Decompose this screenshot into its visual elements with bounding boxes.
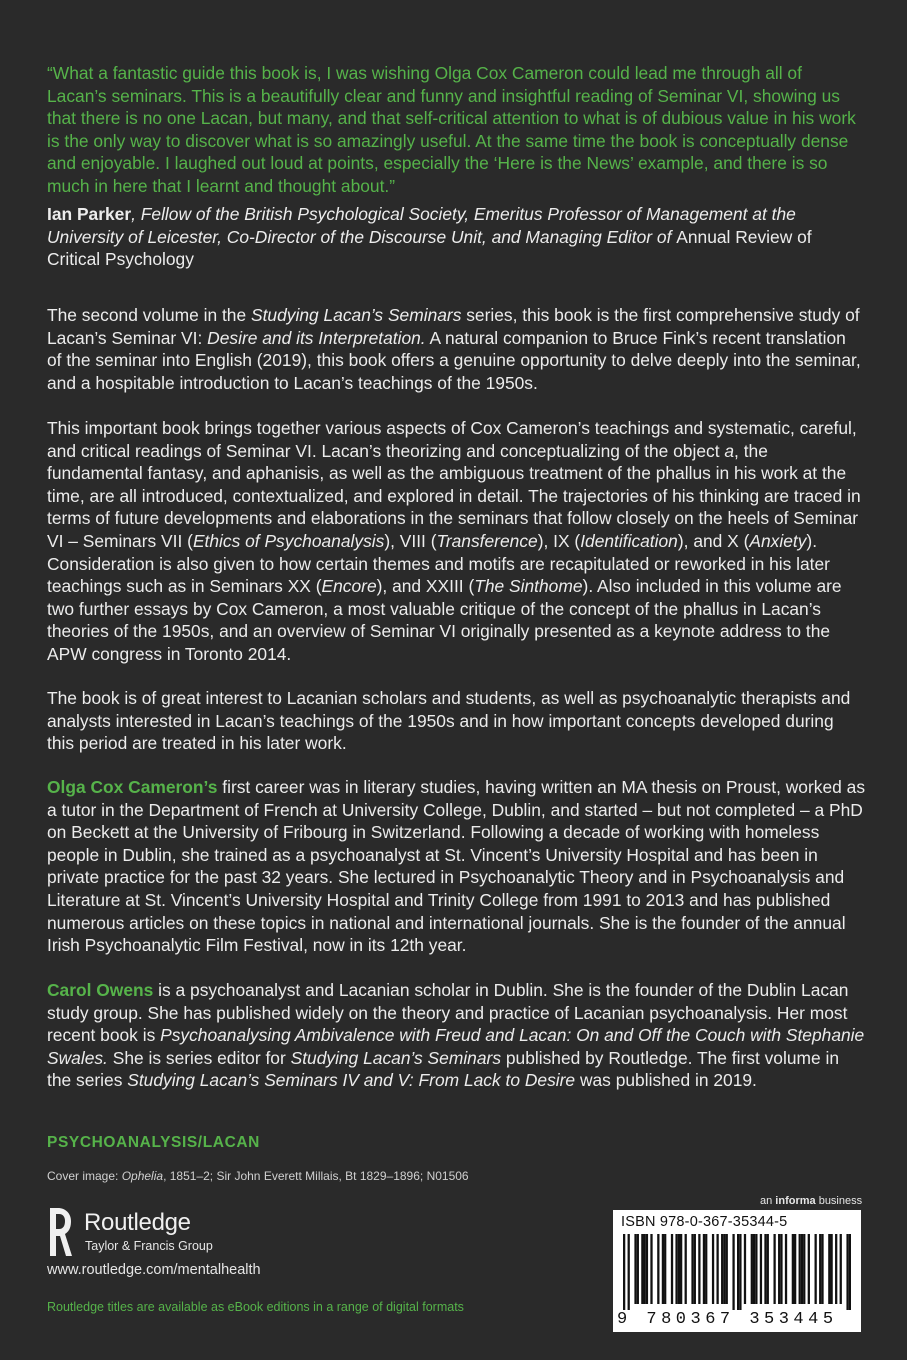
barcode-bar	[773, 1234, 775, 1304]
isbn-barcode	[613, 1210, 861, 1332]
barcode-bar	[840, 1234, 842, 1304]
description-paragraph-3: The book is of great interest to Lacanian scholars and students, as well as psychoanalytic therapists and analysts interested in Lacan’s teachings of the 1950s and in how important concepts developed during this period are treated in his later work.	[47, 688, 851, 754]
barcode-bar	[815, 1234, 817, 1304]
barcode-bar	[751, 1234, 753, 1304]
isbn-number: ISBN 978-0-367-35344-5	[621, 1214, 788, 1230]
barcode-bar	[637, 1234, 639, 1304]
barcode-bar	[739, 1234, 741, 1310]
barcode-bar	[803, 1234, 805, 1304]
barcode-bar	[694, 1234, 696, 1304]
routledge-r-icon	[47, 1206, 73, 1258]
barcode-bar	[712, 1234, 714, 1304]
publisher-website: www.routledge.com/mentalhealth	[47, 1262, 261, 1278]
barcode-bar	[821, 1234, 823, 1304]
barcode-bar	[778, 1234, 780, 1304]
barcode-bar	[799, 1234, 801, 1304]
informa-tagline: an informa business	[760, 1195, 863, 1207]
barcode-bar	[744, 1234, 746, 1304]
barcode-bar	[801, 1234, 803, 1304]
barcode-bar	[721, 1234, 723, 1304]
barcode-bar	[698, 1234, 700, 1304]
barcode-bar	[675, 1234, 677, 1304]
publisher-group: Taylor & Francis Group	[85, 1239, 213, 1253]
barcode-bar	[760, 1234, 762, 1304]
endorser-name: Ian Parker	[47, 204, 132, 224]
barcode-bar	[623, 1234, 625, 1310]
barcode-bar	[753, 1234, 755, 1304]
barcode-bar	[835, 1234, 837, 1304]
barcode-digits: 9 780367 353445	[617, 1310, 838, 1329]
barcode-bar	[737, 1234, 739, 1310]
barcode-bar	[650, 1234, 652, 1304]
barcode-bar	[723, 1234, 725, 1304]
barcode-bar	[755, 1234, 757, 1304]
barcode-bar	[716, 1234, 718, 1304]
barcode-bar	[846, 1234, 848, 1310]
barcode-bars	[623, 1234, 851, 1310]
barcode-bar	[628, 1234, 630, 1310]
publisher-name: Routledge	[84, 1209, 191, 1236]
barcode-bar	[662, 1234, 664, 1304]
ebook-note: Routledge titles are available as eBook editions in a range of digital formats	[47, 1300, 464, 1314]
cover-image-credit: Cover image: Ophelia, 1851–2; Sir John Everett Millais, Bt 1829–1896; N01506	[47, 1169, 469, 1183]
barcode-bar	[819, 1234, 821, 1304]
barcode-bar	[785, 1234, 787, 1304]
barcode-bar	[671, 1234, 673, 1304]
author-bio-carol: Carol Owens is a psychoanalyst and Lacanian scholar in Dublin. She is the founder of the Dublin Lacan study group. She has published widely on the theory and practice of Lacanian psychoanalysis. Her most recent book is Psychoanalysing Ambivalence with Freud and Lacan: On and Off the Couch with Stephanie Swales. She is series editor for Studying Lacan’s Seminars published by Routledge. The first volume in the series Studying Lacan’s Seminars IV and V: From Lack to Desire was published in 2019.	[47, 980, 865, 1091]
endorsement-quote: “What a fantastic guide this book is, I was wishing Olga Cox Cameron could lead me through all of Lacan’s seminars. This is a beautifully clear and funny and insightful reading of Seminar VI, showing us that there is no one Lacan, but many, and that self-critical attention to what is of dubious value in his work is the only way to discover what is so amazingly useful. At the same time the book is conceptually dense and enjoyable. I laughed out loud at points, especially the ‘Here is the News’ example, and there is so much in here that I learnt and thought about.”	[47, 63, 856, 196]
barcode-bar	[703, 1234, 705, 1304]
description-paragraph-1: The second volume in the Studying Lacan’s Seminars series, this book is the first comprehensive study of Lacan’s Seminar VI: Desire and its Interpretation. A natural companion to Bruce Fink’s recent translation of the seminar into English (2019), this book offers a genuine opportunity to delve deeply into the seminar, and a hospitable introduction to Lacan’s teachings of the 1950s.	[47, 305, 861, 393]
barcode-bar	[732, 1234, 734, 1310]
barcode-bar	[646, 1234, 648, 1304]
journal-title: Annual Review of Critical Psychology	[47, 226, 812, 270]
barcode-bar	[764, 1234, 766, 1304]
endorser-affiliation: , Fellow of the British Psychological Society, Emeritus Professor of Management at the University of Leicester, Co-Director of the Discourse Unit, and Managing Editor of	[47, 204, 796, 247]
barcode-bar	[657, 1234, 659, 1304]
barcode-bar	[685, 1234, 687, 1304]
barcode-bar	[828, 1234, 830, 1304]
barcode-bar	[808, 1234, 810, 1304]
barcode-bar	[678, 1234, 680, 1304]
barcode-bar	[680, 1234, 682, 1304]
barcode-bar	[792, 1234, 794, 1304]
subject-category: PSYCHOANALYSIS/LACAN	[47, 1134, 260, 1151]
author-bio-olga: Olga Cox Cameron’s first career was in literary studies, having written an MA thesis on Proust, worked as a tutor in the Department of French at University College, Dublin, and started – but not completed – a PhD on Beckett at the University of Fribourg in Switzerland. Following a decade of working with homeless people in Dublin, she trained as a psychoanalyst at St. Vincent’s University Hospital and has been in private practice for the past 32 years. She lectured in Psychoanalytic Theory and in Psychoanalysis and Literature at St. Vincent’s University Hospital and Trinity College from 1991 to 2013 and has published numerous articles on these topics in national and international journals. She is the founder of the annual Irish Psychoanalytic Film Festival, now in its 12th year.	[47, 777, 866, 956]
author-name-olga: Olga Cox Cameron’s	[47, 777, 218, 797]
barcode-bar	[634, 1234, 636, 1304]
barcode-bar	[767, 1234, 769, 1304]
barcode-bar	[849, 1234, 851, 1310]
barcode-bar	[726, 1234, 728, 1304]
barcode-bar	[641, 1234, 643, 1304]
barcode-bar	[644, 1234, 646, 1304]
endorsement-attribution	[47, 203, 865, 271]
barcode-bar	[780, 1234, 782, 1304]
description-paragraph-2: This important book brings together various aspects of Cox Cameron’s teachings and systematic, careful, and critical readings of Seminar VI. Lacan’s theorizing and conceptualizing of the object a, the fundamental fantasy, and aphanisis, as well as the ambiguous treatment of the phallus in his work at the time, are all introduced, contextualized, and explored in detail. The trajectories of his thinking are traced in terms of future developments and elaborations in the seminars that follow closely on the heels of Seminar VI – Seminars VII (Ethics of Psychoanalysis), VIII (Transference), IX (Identification), and X (Anxiety). Consideration is also given to how certain themes and motifs are recapitulated or reworked in his later teachings such as in Seminars XX (Encore), and XXIII (The Sinthome). Also included in this volume are two further essays by Cox Cameron, a most valuable critique of the concept of the phallus in Lacan’s theories of the 1950s, and an overview of Seminar VI originally presented as a keynote address to the APW congress in Toronto 2014.	[47, 418, 861, 664]
barcode-bar	[691, 1234, 693, 1304]
barcode-bar	[830, 1234, 832, 1304]
routledge-logo	[47, 1206, 247, 1258]
barcode-bar	[794, 1234, 796, 1304]
author-name-carol: Carol Owens	[47, 980, 154, 1000]
barcode-bar	[705, 1234, 707, 1304]
barcode-bar	[664, 1234, 666, 1304]
